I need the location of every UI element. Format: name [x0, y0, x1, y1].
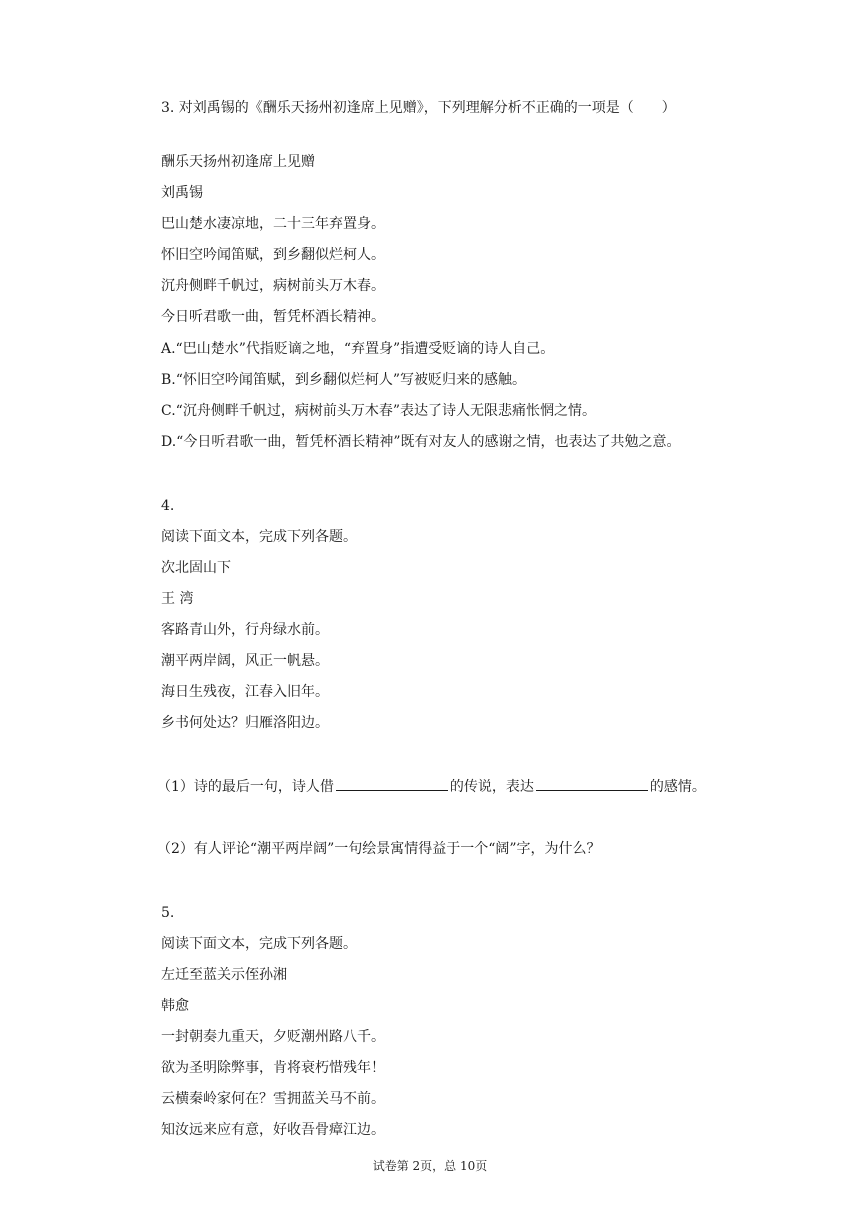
q3-poem-line-1: 巴山楚水凄凉地，二十三年弃置身。	[161, 216, 385, 232]
q5-instruction: 阅读下面文本，完成下列各题。	[161, 936, 357, 952]
q3-option-b: B.“怀旧空吟闻笛赋，到乡翻似烂柯人”写被贬归来的感触。	[161, 372, 527, 388]
q4-poem-title: 次北固山下	[161, 560, 231, 576]
q3-option-c: C.“沉舟侧畔千帆过，病树前头万木春”表达了诗人无限悲痛怅惘之情。	[161, 403, 596, 419]
q3-stem: 3. 对刘禹锡的《酬乐天扬州初逢席上见赠》，下列理解分析不正确的一项是（ ）	[161, 100, 676, 116]
q5-poem-title: 左迁至蓝关示侄孙湘	[161, 967, 287, 983]
q3-option-a: A.“巴山楚水”代指贬谪之地，“弃置身”指遭受贬谪的诗人自己。	[161, 341, 555, 357]
q4-number: 4.	[161, 498, 175, 514]
q4-instruction: 阅读下面文本，完成下列各题。	[161, 529, 357, 545]
page-footer: 试卷第 2页，总 10页	[372, 1159, 488, 1173]
q3-poem-title: 酬乐天扬州初逢席上见赠	[161, 154, 315, 170]
q4-sub1-text-a: （1）诗的最后一句，诗人借	[157, 779, 334, 795]
q3-author: 刘禹锡	[161, 185, 203, 201]
q5-author: 韩愈	[161, 998, 189, 1014]
q4-poem-line-1: 客路青山外，行舟绿水前。	[161, 622, 329, 638]
q4-sub1-text-c: 的感情。	[649, 779, 706, 795]
q4-poem-line-2: 潮平两岸阔，风正一帆悬。	[161, 653, 329, 669]
q3-poem-line-2: 怀旧空吟闻笛赋，到乡翻似烂柯人。	[161, 247, 385, 263]
answer-blank-1[interactable]	[336, 776, 448, 791]
q4-poem-line-4: 乡书何处达？归雁洛阳边。	[161, 715, 329, 731]
q3-option-d: D.“今日听君歌一曲，暂凭杯酒长精神”既有对友人的感谢之情，也表达了共勉之意。	[161, 434, 681, 450]
q4-sub-question-2: （2）有人评论“潮平两岸阔”一句绘景寓情得益于一个“阔”字，为什么？	[157, 841, 601, 857]
q5-poem-line-2: 欲为圣明除弊事，肯将衰朽惜残年！	[161, 1060, 385, 1076]
q5-poem-line-1: 一封朝奏九重天，夕贬潮州路八千。	[161, 1029, 385, 1045]
q4-poem-line-3: 海日生残夜，江春入旧年。	[161, 684, 329, 700]
q5-poem-line-3: 云横秦岭家何在？雪拥蓝关马不前。	[161, 1091, 385, 1107]
q3-poem-line-4: 今日听君歌一曲，暂凭杯酒长精神。	[161, 309, 385, 325]
q5-number: 5.	[161, 905, 175, 921]
q4-author: 王 湾	[161, 591, 194, 607]
answer-blank-2[interactable]	[536, 776, 648, 791]
q5-poem-line-4: 知汝远来应有意，好收吾骨瘴江边。	[161, 1122, 385, 1138]
q3-poem-line-3: 沉舟侧畔千帆过，病树前头万木春。	[161, 278, 385, 294]
q4-sub-question-1	[157, 776, 706, 797]
q4-sub1-text-b: 的传说，表达	[449, 779, 534, 795]
